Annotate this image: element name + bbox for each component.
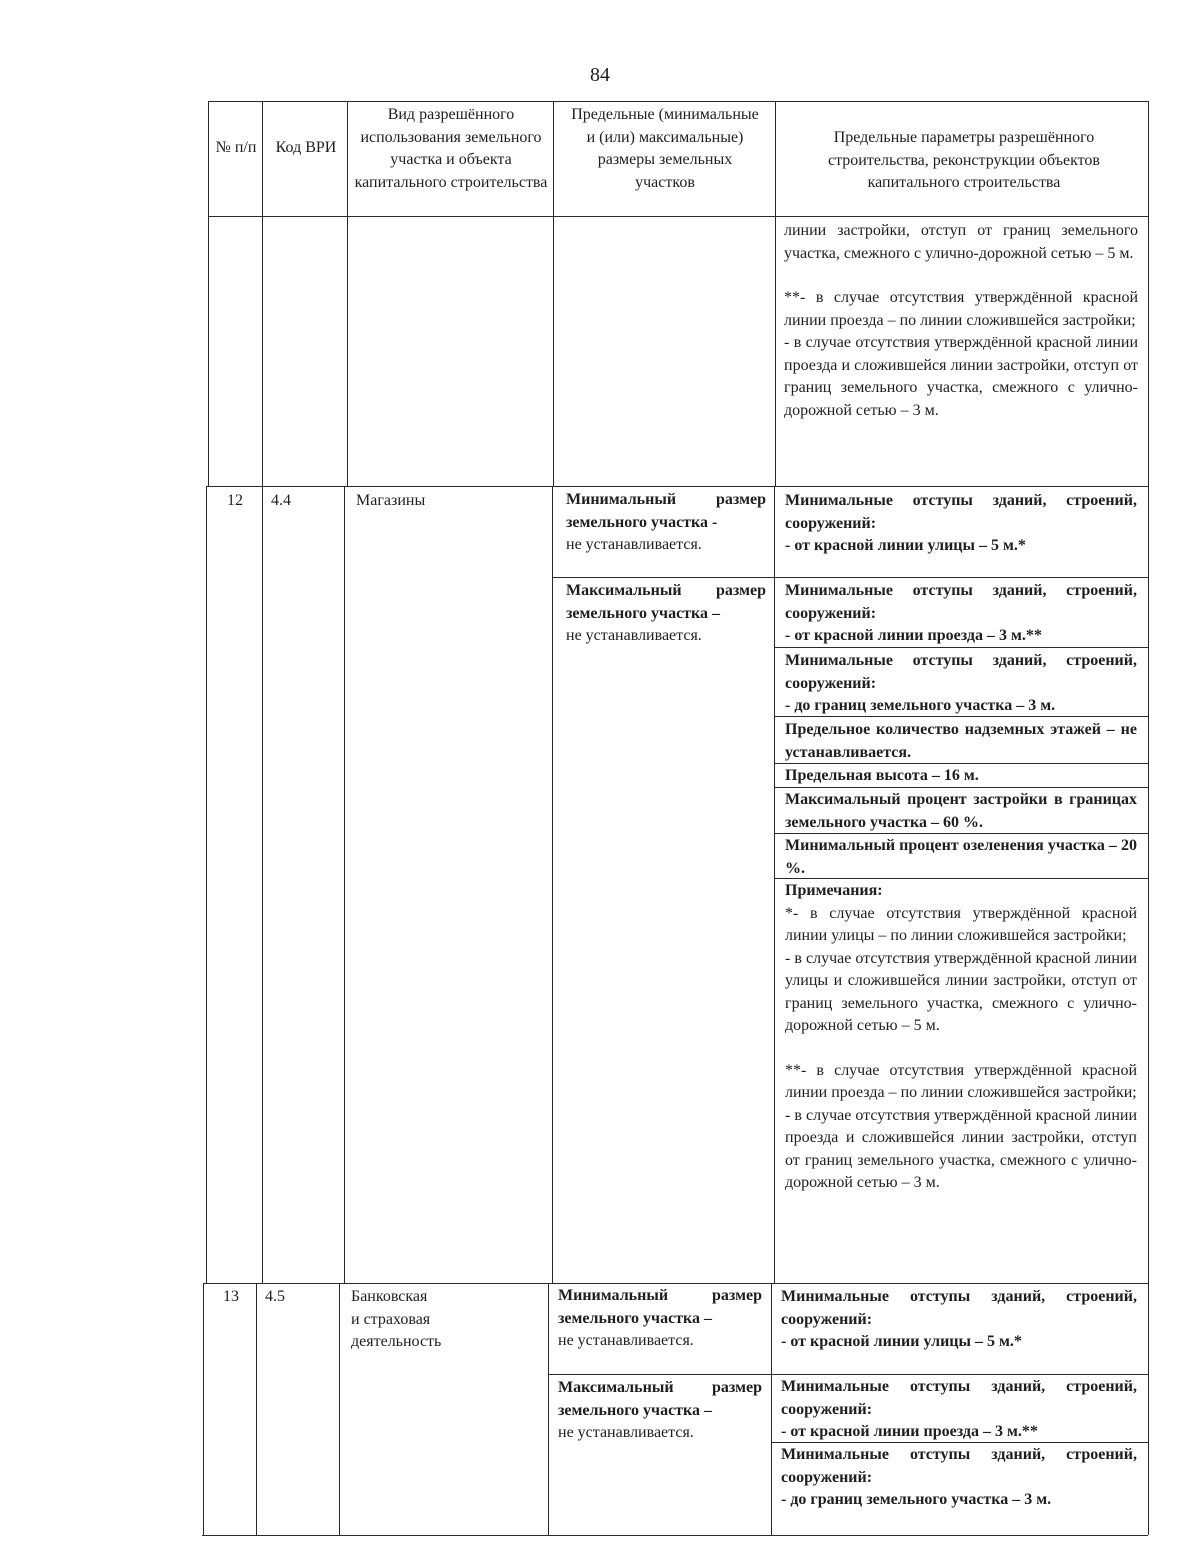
continuation-line-1: линии застройки, отступ от границ земельного участка, смежного с улично-дорожной сетью – 5 м. — [784, 222, 1138, 262]
row12-param-1 — [785, 490, 1137, 558]
row13-param-3-title: Минимальные отступы зданий, строений, сооружений: — [781, 1446, 1137, 1486]
continuation-line-2: **- в случае отсутствия утверждённой красной линии проезда – по линии сложившейся застройки; — [784, 289, 1138, 329]
row12-note-3: **- в случае отсутствия утверждённой красной линии проезда – по линии сложившейся застройки; — [785, 1061, 1137, 1101]
row13-max-size-title: Максимальный размер земельного участка – — [558, 1379, 762, 1419]
row13-code: 4.5 — [265, 1288, 285, 1305]
row12-num: 12 — [227, 492, 243, 509]
header-size: Предельные (минимальные и (или) максимальные) размеры земельных участков — [571, 106, 759, 191]
row13-type-line-1: Банковская — [351, 1288, 428, 1305]
row13-max-size — [558, 1377, 762, 1445]
row13-param-2 — [781, 1376, 1137, 1444]
row13-param-3-value: - до границ земельного участка – 3 м. — [781, 1491, 1052, 1508]
row12-param-2 — [785, 580, 1137, 648]
row12-param-6: Максимальный процент застройки в границах земельного участка – 60 %. — [785, 791, 1137, 831]
row12-param-2-value: - от красной линии проезда – 3 м.** — [785, 627, 1042, 644]
row12-param-7: Минимальный процент озеленения участка – 20 %. — [785, 837, 1137, 877]
row12-type: Магазины — [356, 492, 426, 509]
row12-note-1: *- в случае отсутствия утверждённой красной линии улицы – по линии сложившейся застройки; — [785, 904, 1137, 944]
header-type: Вид разрешённого использования земельного участка и объекта капитального строительства — [354, 106, 548, 191]
row12-min-size-value: не устанавливается. — [566, 536, 702, 553]
row12-param-3 — [785, 650, 1137, 718]
row12-param-5: Предельная высота – 16 м. — [785, 767, 979, 784]
header-params: Предельные параметры разрешённого строительства, реконструкции объектов капитального строительства — [828, 129, 1100, 191]
row12-param-1-value: - от красной линии улицы – 5 м.* — [785, 537, 1026, 554]
row13-param-3 — [781, 1444, 1137, 1512]
row12-code: 4.4 — [271, 492, 291, 509]
row12-param-3-value: - до границ земельного участка – 3 м. — [785, 697, 1056, 714]
row13-min-size-value: не устанавливается. — [558, 1332, 694, 1349]
row12-param-3-title: Минимальные отступы зданий, строений, сооружений: — [785, 652, 1137, 692]
row12-min-size-title: Минимальный размер земельного участка - — [566, 491, 766, 531]
row12-max-size — [566, 580, 766, 648]
row13-type-line-2: и страховая — [351, 1310, 431, 1328]
row12-note-2: - в случае отсутствия утверждённой красной линии улицы и сложившейся линии застройки, отступ от границ земельного участка, смежного с улично-дорожной сетью – 5 м. — [785, 949, 1137, 1034]
row13-param-1-value: - от красной линии улицы – 5 м.* — [781, 1333, 1022, 1350]
continuation-line-3: - в случае отсутствия утверждённой красной линии проезда и сложившейся линии застройки, отступ от границ земельного участка, смежного с улично-дорожной сетью – 3 м. — [784, 334, 1138, 419]
page-number: 84 — [590, 64, 610, 86]
header-code: Код ВРИ — [275, 139, 337, 156]
row13-param-2-value: - от красной линии проезда – 3 м.** — [781, 1423, 1038, 1440]
row12-param-2-title: Минимальные отступы зданий, строений, сооружений: — [785, 582, 1137, 622]
row13-num: 13 — [223, 1288, 239, 1305]
row13-param-1 — [781, 1286, 1137, 1354]
row12-max-size-title: Максимальный размер земельного участка – — [566, 582, 766, 622]
row13-param-1-title: Минимальные отступы зданий, строений, сооружений: — [781, 1288, 1137, 1328]
row12-max-size-value: не устанавливается. — [566, 627, 702, 644]
row12-param-1-title: Минимальные отступы зданий, строений, сооружений: — [785, 492, 1137, 532]
row13-param-2-title: Минимальные отступы зданий, строений, сооружений: — [781, 1378, 1137, 1418]
row13-max-size-value: не устанавливается. — [558, 1424, 694, 1441]
continuation-text — [784, 220, 1138, 422]
row13-min-size — [558, 1285, 762, 1353]
row12-notes — [785, 880, 1137, 1195]
row12-note-4: - в случае отсутствия утверждённой красной линии проезда и сложившейся линии застройки, отступ от границ земельного участка, смежного с улично-дорожной сетью – 3 м. — [785, 1106, 1137, 1191]
row12-param-4: Предельное количество надземных этажей – не устанавливается. — [785, 721, 1137, 761]
row13-min-size-title: Минимальный размер земельного участка – — [558, 1287, 762, 1327]
row13-type-line-3: деятельность — [351, 1333, 442, 1350]
header-num: № п/п — [215, 139, 257, 156]
row12-min-size — [566, 489, 766, 557]
row12-notes-title: Примечания: — [785, 882, 883, 899]
row13-type — [351, 1286, 441, 1354]
